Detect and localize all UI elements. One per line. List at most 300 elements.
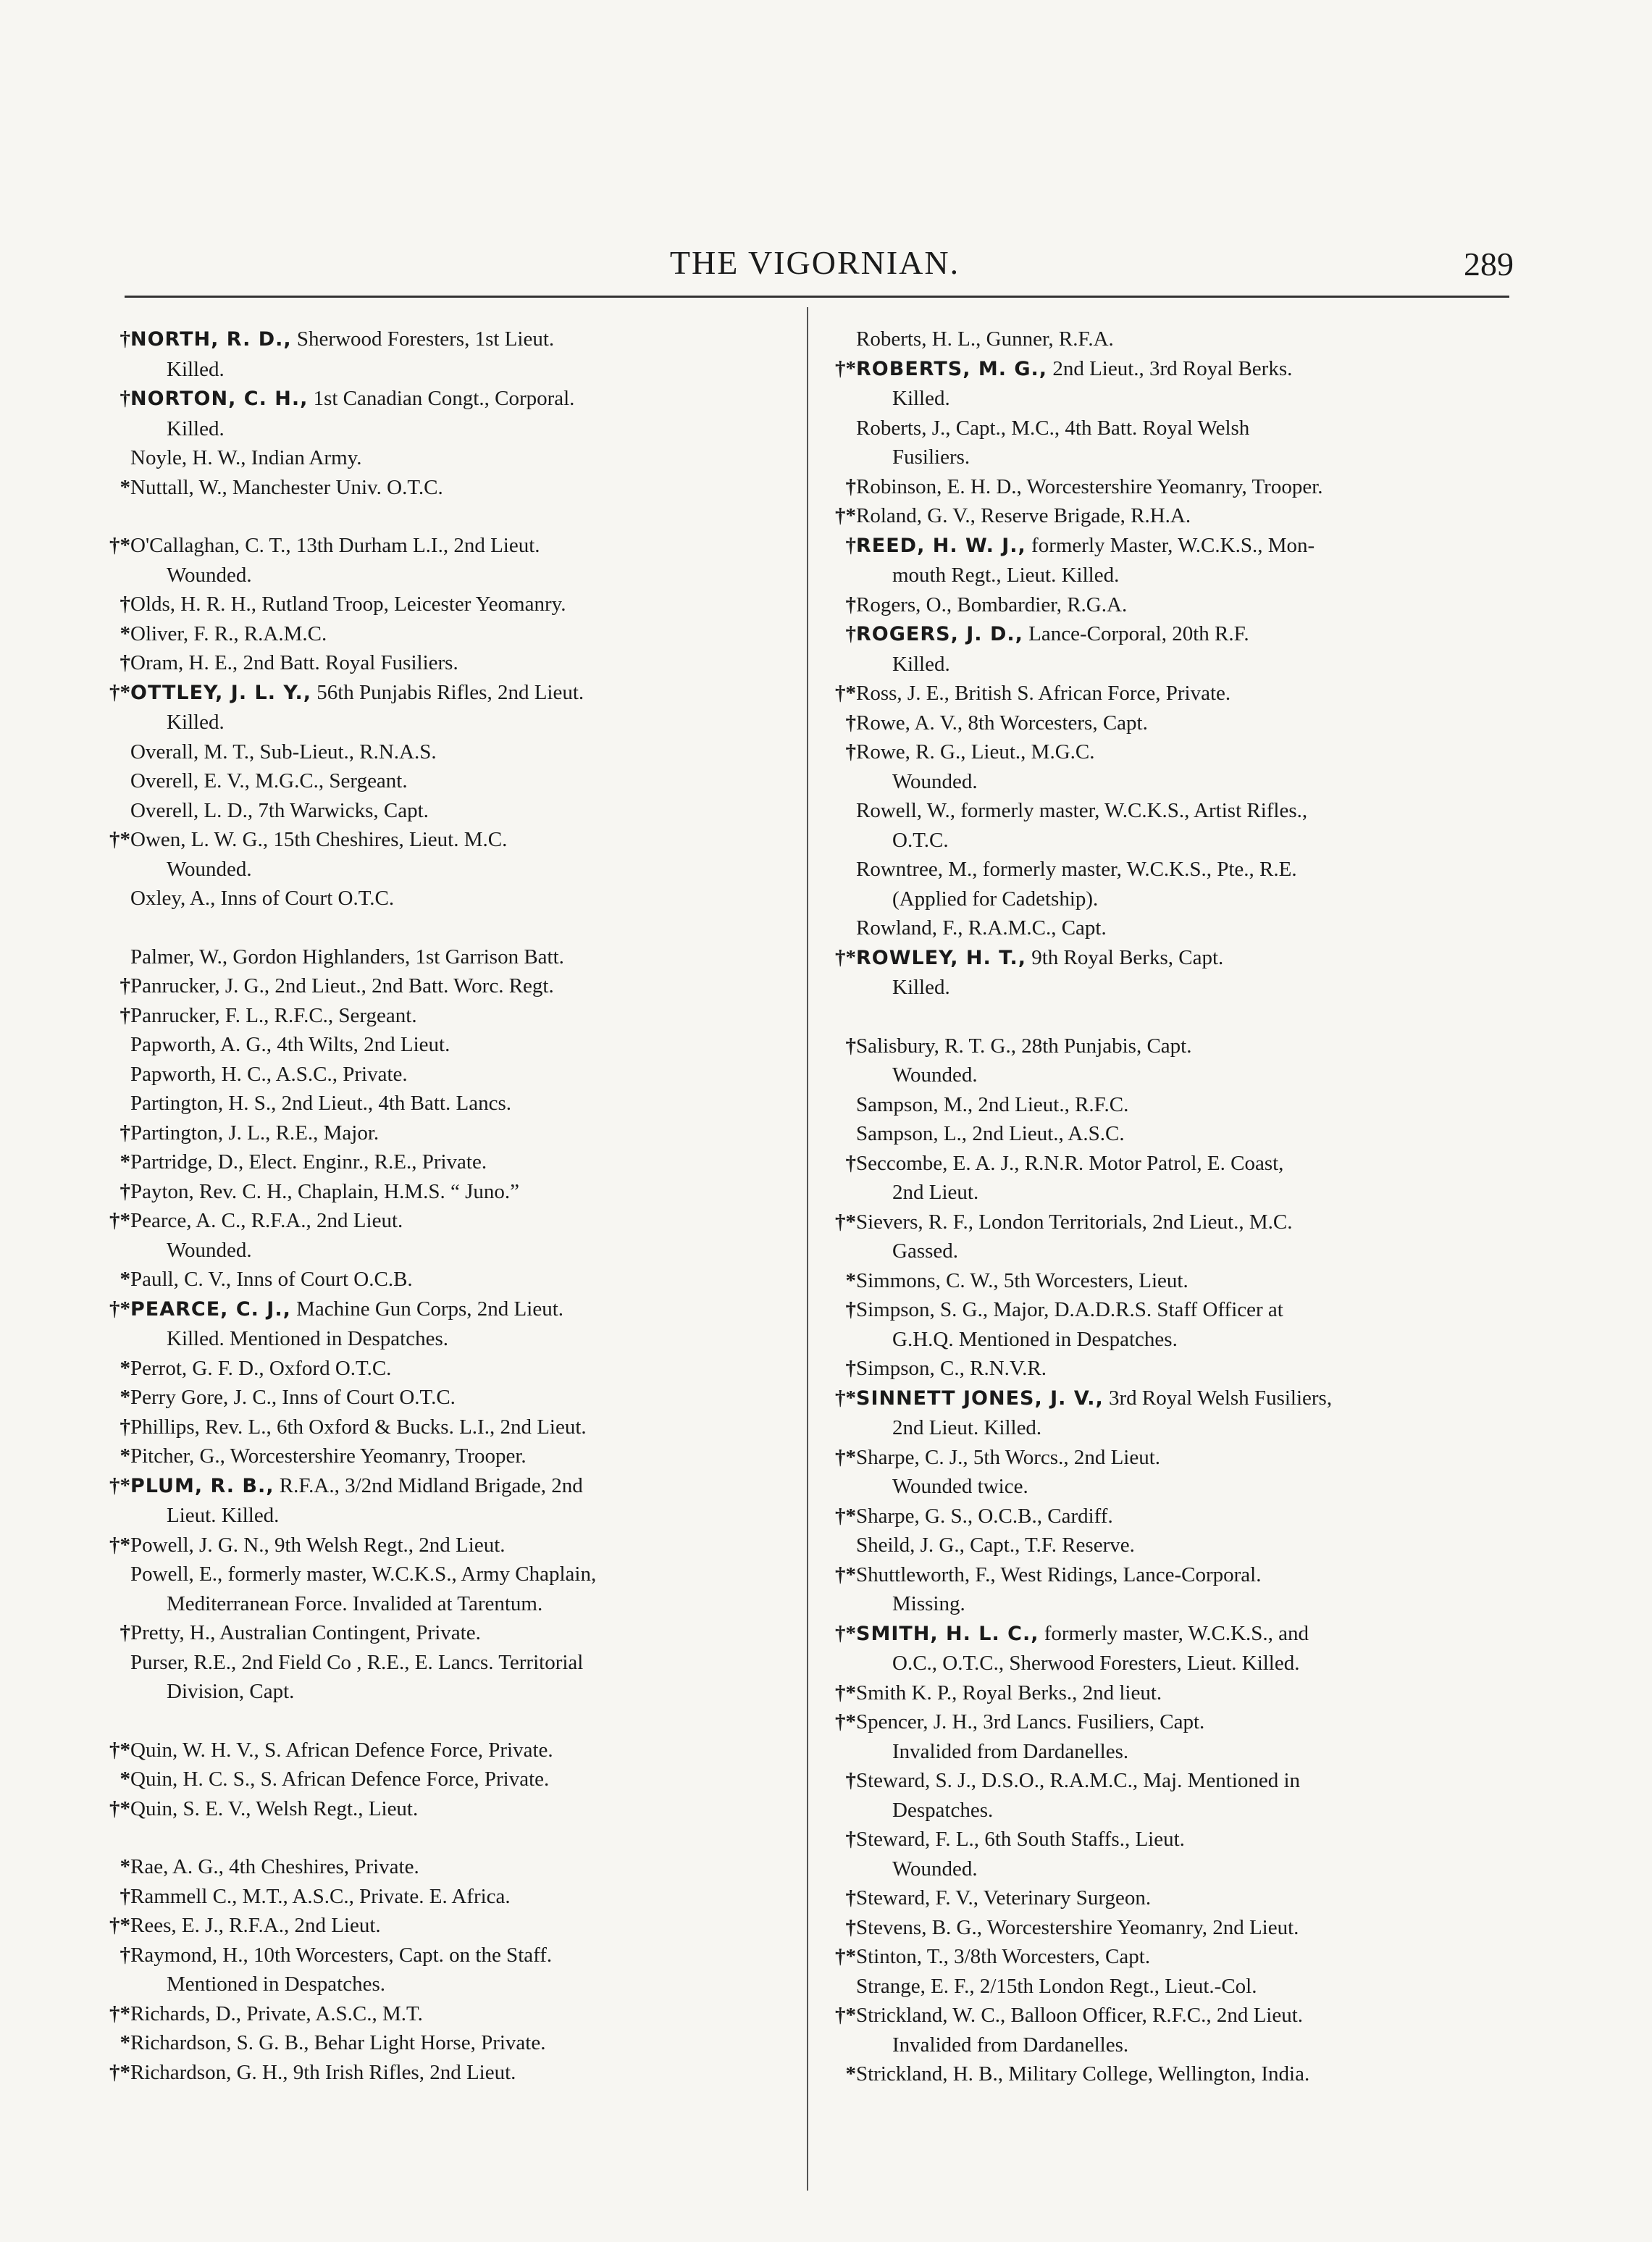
page-number: 289 bbox=[1464, 246, 1514, 283]
entry-line bbox=[834, 1972, 1508, 2002]
entry-details: 2nd Lieut., 4th Batt. Lancs. bbox=[276, 1092, 511, 1115]
entry-line bbox=[834, 1119, 1508, 1149]
entry-line bbox=[834, 414, 1508, 443]
entry-details: British S. African Force, Private. bbox=[949, 682, 1231, 705]
entry-line bbox=[834, 1883, 1508, 1913]
entry-name: Roberts, H. L., bbox=[856, 327, 981, 351]
entry-name: Nuttall, W., bbox=[130, 475, 227, 499]
roll-entry bbox=[834, 531, 1508, 590]
roll-entry bbox=[109, 1471, 782, 1531]
entry-details: formerly master, W.C.K.S., and bbox=[1039, 1621, 1309, 1645]
entry-details: Elect. Enginr., R.E., Private. bbox=[243, 1150, 487, 1174]
entry-mark: † bbox=[845, 593, 856, 616]
roll-entry bbox=[834, 796, 1508, 855]
entry-line bbox=[834, 1266, 1508, 1296]
roll-entry bbox=[109, 1147, 782, 1177]
entry-name: Pearce, A. C., bbox=[130, 1209, 246, 1232]
entry-mark: † bbox=[845, 622, 856, 645]
entry-line bbox=[109, 942, 782, 972]
entry-continuation: Invalided from Dardanelles. bbox=[892, 1739, 1129, 1763]
roll-entry bbox=[834, 1707, 1508, 1766]
roll-entry bbox=[109, 1383, 782, 1413]
entry-mark: * bbox=[845, 2062, 856, 2086]
entry-line bbox=[109, 619, 782, 649]
entry-name: Rammell C., bbox=[130, 1884, 238, 1908]
entry-details: Worcestershire Yeomanry, Trooper. bbox=[225, 1444, 527, 1468]
entry-continuation: Missing. bbox=[892, 1592, 965, 1615]
entry-name: Oram, H. E., bbox=[130, 651, 238, 674]
entry-line bbox=[109, 1618, 782, 1648]
entry-name: Sampson, M., bbox=[856, 1092, 973, 1116]
entry-details: formerly Master, W.C.K.S., Mon- bbox=[1026, 533, 1315, 557]
entry-name: Oxley, A., bbox=[130, 887, 216, 910]
entry-name: Steward, S. J., bbox=[856, 1769, 976, 1792]
entry-continuation: Wounded twice. bbox=[892, 1475, 1028, 1498]
roll-entry bbox=[109, 678, 782, 737]
entry-name: Rogers, O., bbox=[856, 593, 952, 616]
entry-mark: † bbox=[120, 1943, 130, 1967]
entry-line bbox=[109, 1560, 782, 1589]
entry-name: Perrot, G. F. D., bbox=[130, 1356, 264, 1380]
entry-details: London Territorials, 2nd Lieut., M.C. bbox=[973, 1210, 1293, 1234]
roll-entry bbox=[834, 737, 1508, 796]
entry-mark: † bbox=[845, 1828, 856, 1851]
entry-mark: †* bbox=[835, 1563, 856, 1586]
entry-line bbox=[834, 1090, 1508, 1120]
entry-line bbox=[834, 913, 1508, 943]
entry-details: 2/15th London Regt., Lieut.-Col. bbox=[974, 1974, 1257, 1998]
entry-name: Overall, M. T., bbox=[130, 740, 255, 764]
entry-line bbox=[834, 679, 1508, 708]
roll-entry bbox=[109, 473, 782, 503]
entry-details: S. African Defence Force, Private. bbox=[259, 1738, 553, 1762]
entry-details: 5th Worcs., 2nd Lieut. bbox=[968, 1445, 1161, 1469]
entry-mark: † bbox=[120, 1121, 130, 1145]
section-gap bbox=[834, 1003, 1508, 1032]
roll-entry bbox=[109, 796, 782, 826]
entry-name: Olds, H. R. H., bbox=[130, 593, 257, 616]
roll-entry bbox=[834, 501, 1508, 531]
entry-name: Payton, Rev. C. H., bbox=[130, 1179, 293, 1203]
entry-line bbox=[834, 1825, 1508, 1854]
entry-details: 6th Oxford & Bucks. L.I., 2nd Lieut. bbox=[271, 1415, 587, 1439]
entry-mark: †* bbox=[109, 1738, 130, 1762]
roll-entry bbox=[109, 325, 782, 384]
roll-entry bbox=[834, 1883, 1508, 1913]
entry-name: Robinson, E. H. D., bbox=[856, 474, 1022, 498]
roll-entry bbox=[109, 2058, 782, 2088]
page-header bbox=[116, 243, 1514, 294]
roll-entry bbox=[834, 1766, 1508, 1825]
entry-line bbox=[834, 472, 1508, 502]
entry-details: M.T., A.S.C., Private. E. Africa. bbox=[237, 1884, 511, 1908]
entry-line bbox=[109, 1911, 782, 1941]
entry-details: Royal Berks., 2nd lieut. bbox=[957, 1681, 1162, 1704]
entry-continuation: Wounded. bbox=[892, 1063, 978, 1087]
entry-name: Rowland, F., bbox=[856, 916, 963, 940]
entry-mark: * bbox=[120, 2031, 130, 2054]
entry-name: Overell, E. V., bbox=[130, 769, 250, 792]
roll-entry bbox=[109, 531, 782, 590]
entry-continuation: (Applied for Cadetship). bbox=[892, 887, 1099, 911]
entry-mark: †* bbox=[109, 2060, 130, 2084]
roll-entry bbox=[834, 1032, 1508, 1090]
entry-mark: † bbox=[120, 1415, 130, 1439]
roll-entry bbox=[109, 825, 782, 884]
entry-name: Rowe, A. V., bbox=[856, 711, 963, 735]
entry-details: 2nd Batt. Royal Fusiliers. bbox=[238, 651, 458, 674]
roll-entry bbox=[109, 1413, 782, 1442]
roll-entry bbox=[109, 1765, 782, 1794]
entry-details: Oxford O.T.C. bbox=[264, 1356, 392, 1380]
entry-line bbox=[109, 971, 782, 1001]
entry-name: O'Callaghan, C. T., bbox=[130, 534, 291, 557]
entry-line bbox=[834, 2001, 1508, 2030]
entry-details: Australian Contingent, Private. bbox=[215, 1621, 481, 1644]
roll-entry bbox=[109, 2028, 782, 2058]
entry-line bbox=[109, 1442, 782, 1471]
entry-name: Papworth, A. G., bbox=[130, 1033, 272, 1056]
entry-mark: † bbox=[120, 593, 130, 616]
entry-mark: †* bbox=[835, 2004, 856, 2027]
entry-name: Overell, L. D., bbox=[130, 798, 253, 822]
entry-line bbox=[109, 1999, 782, 2029]
entry-mark: † bbox=[120, 1621, 130, 1644]
entry-line bbox=[834, 1208, 1508, 1237]
entry-details: Balloon Officer, R.F.C., 2nd Lieut. bbox=[1005, 2004, 1304, 2027]
entry-mark: † bbox=[845, 533, 856, 557]
entry-mark: * bbox=[120, 1768, 130, 1791]
entry-line bbox=[109, 1118, 782, 1148]
entry-name: PLUM, R. B., bbox=[130, 1474, 274, 1497]
entry-name: Smith K. P., bbox=[856, 1681, 957, 1704]
section-gap bbox=[109, 1823, 782, 1852]
entry-details: Inns of Court O.C.B. bbox=[231, 1268, 413, 1291]
roll-entry bbox=[109, 1354, 782, 1384]
entry-mark: † bbox=[120, 1884, 130, 1908]
entry-name: Rees, E. J., bbox=[130, 1914, 224, 1937]
entry-line bbox=[109, 590, 782, 619]
roll-entry bbox=[109, 1736, 782, 1765]
entry-mark: †* bbox=[109, 680, 130, 704]
entry-line bbox=[834, 1149, 1508, 1179]
entry-details: R.F.A., 3/2nd Midland Brigade, 2nd bbox=[274, 1473, 583, 1497]
entry-line bbox=[109, 2028, 782, 2058]
roll-entry bbox=[834, 1443, 1508, 1502]
entry-name: Sampson, L., bbox=[856, 1122, 968, 1145]
entry-line bbox=[109, 1265, 782, 1294]
entry-name: Rowntree, M., bbox=[856, 858, 978, 881]
entry-name: ROGERS, J. D., bbox=[856, 623, 1023, 645]
roll-entry bbox=[834, 590, 1508, 620]
entry-name: Simpson, C., bbox=[856, 1357, 965, 1380]
roll-entry bbox=[109, 1560, 782, 1618]
entry-details: R.N.R. Motor Patrol, E. Coast, bbox=[1019, 1151, 1284, 1175]
entry-details: Bombardier, R.G.A. bbox=[952, 593, 1128, 616]
entry-line bbox=[109, 1001, 782, 1031]
entry-continuation: G.H.Q. Mentioned in Despatches. bbox=[892, 1327, 1178, 1351]
entry-line bbox=[109, 531, 782, 561]
entry-details: Rutland Troop, Leicester Yeomanry. bbox=[256, 593, 566, 616]
roll-entry bbox=[109, 1618, 782, 1648]
entry-mark: †* bbox=[835, 945, 856, 969]
entry-details: Private, A.S.C., M.T. bbox=[241, 2002, 423, 2025]
entry-details: Inns of Court O.T.C. bbox=[215, 887, 395, 910]
entry-name: Stinton, T., bbox=[856, 1945, 949, 1968]
roll-entry bbox=[109, 766, 782, 796]
entry-mark: † bbox=[845, 740, 856, 764]
entry-name: ROWLEY, H. T., bbox=[856, 946, 1026, 969]
entry-details: Sherwood Foresters, 1st Lieut. bbox=[291, 327, 555, 351]
entry-line bbox=[834, 325, 1508, 354]
header-rule bbox=[125, 296, 1509, 298]
entry-mark: †* bbox=[109, 2002, 130, 2025]
entry-details: 2nd Lieut., 3rd Royal Berks. bbox=[1047, 356, 1293, 380]
roll-entry bbox=[834, 708, 1508, 738]
entry-name: Pretty, H., bbox=[130, 1621, 216, 1644]
section-gap bbox=[109, 1707, 782, 1736]
roll-entry bbox=[834, 1149, 1508, 1208]
entry-details: Indian Army. bbox=[246, 446, 362, 469]
roll-entry bbox=[109, 648, 782, 678]
entry-line bbox=[834, 943, 1508, 974]
entry-details: Gunner, R.F.A. bbox=[981, 327, 1114, 351]
entry-name: Powell, E., bbox=[130, 1563, 223, 1586]
entry-mark: * bbox=[120, 1855, 130, 1878]
entry-details: 10th Worcesters, Capt. on the Staff. bbox=[248, 1943, 553, 1967]
entry-continuation: Despatches. bbox=[892, 1798, 994, 1822]
entry-line bbox=[834, 590, 1508, 620]
entry-details: 1st Canadian Congt., Corporal. bbox=[308, 387, 575, 410]
journal-title: THE VIGORNIAN. bbox=[669, 244, 960, 281]
entry-line bbox=[834, 1913, 1508, 1943]
entry-mark: †* bbox=[109, 1473, 130, 1497]
entry-line bbox=[109, 1531, 782, 1560]
entry-mark: † bbox=[845, 1357, 856, 1380]
entry-mark: * bbox=[120, 1444, 130, 1468]
entry-line bbox=[834, 1619, 1508, 1649]
roll-entry bbox=[109, 590, 782, 619]
entry-name: NORTH, R. D., bbox=[130, 328, 292, 351]
entry-name: Rae, A. G., bbox=[130, 1855, 224, 1878]
entry-continuation: Wounded. bbox=[167, 1238, 252, 1262]
entry-details: 3rd Lancs. Fusiliers, Capt. bbox=[977, 1710, 1205, 1733]
entry-mark: * bbox=[120, 1268, 130, 1291]
entry-details: D.S.O., R.A.M.C., Maj. Mentioned in bbox=[976, 1769, 1301, 1792]
entry-mark: †* bbox=[109, 1209, 130, 1232]
entry-details: A.S.C., Private. bbox=[271, 1062, 408, 1086]
entry-line bbox=[109, 1413, 782, 1442]
entry-line bbox=[109, 825, 782, 855]
entry-line bbox=[109, 443, 782, 473]
entry-details: 9th Royal Berks, Capt. bbox=[1026, 945, 1224, 969]
roll-entry bbox=[834, 1972, 1508, 2002]
entry-continuation: Mediterranean Force. Invalided at Tarentum. bbox=[167, 1591, 543, 1615]
entry-details: R.F.A., 2nd Lieut. bbox=[246, 1209, 403, 1232]
entry-continuation: Killed. bbox=[892, 387, 950, 410]
entry-name: Partridge, D., bbox=[130, 1150, 244, 1174]
entry-mark: †* bbox=[835, 682, 856, 705]
entry-line bbox=[834, 1678, 1508, 1708]
entry-line bbox=[109, 325, 782, 355]
roll-entry bbox=[109, 1852, 782, 1882]
roll-entry bbox=[109, 1294, 782, 1354]
entry-mark: * bbox=[120, 1356, 130, 1380]
entry-details: 2nd Lieut., A.S.C. bbox=[967, 1122, 1125, 1145]
entry-name: Partington, J. L., bbox=[130, 1121, 271, 1145]
entry-mark: †* bbox=[835, 1945, 856, 1968]
entry-name: Stevens, B. G., bbox=[856, 1915, 982, 1939]
entry-details: 9th Irish Rifles, 2nd Lieut. bbox=[288, 2060, 516, 2084]
roll-entry bbox=[109, 1442, 782, 1471]
entry-details: Capt., M.C., 4th Batt. Royal Welsh bbox=[950, 416, 1250, 440]
entry-continuation: Lieut. Killed. bbox=[167, 1504, 280, 1527]
entry-name: Quin, S. E. V., bbox=[130, 1796, 251, 1820]
entry-line bbox=[834, 708, 1508, 738]
entry-line bbox=[109, 1089, 782, 1118]
roll-entry bbox=[834, 1502, 1508, 1531]
roll-entry bbox=[109, 1265, 782, 1294]
entry-details: formerly master, W.C.K.S., Artist Rifles., bbox=[955, 799, 1308, 822]
roll-entry bbox=[109, 1941, 782, 1999]
entry-line bbox=[109, 648, 782, 678]
entry-name: Salisbury, R. T. G., bbox=[856, 1034, 1016, 1058]
entry-details: 13th Durham L.I., 2nd Lieut. bbox=[290, 534, 540, 557]
entry-continuation: 2nd Lieut. Killed. bbox=[892, 1416, 1042, 1439]
entry-continuation: Killed. bbox=[892, 652, 950, 676]
roll-entry bbox=[109, 1882, 782, 1912]
entry-name: Panrucker, F. L., bbox=[130, 1003, 269, 1027]
entry-line bbox=[109, 1294, 782, 1325]
roll-entry bbox=[109, 737, 782, 767]
roll-entry bbox=[109, 1001, 782, 1031]
entry-details: formerly master, W.C.K.S., Army Chaplain, bbox=[222, 1563, 597, 1586]
entry-name: Ross, J. E., bbox=[856, 682, 949, 705]
entry-details: Lance-Corporal, 20th R.F. bbox=[1023, 622, 1249, 645]
entry-details: Lieut., M.G.C. bbox=[965, 740, 1095, 764]
entry-line bbox=[109, 384, 782, 414]
entry-line bbox=[109, 1765, 782, 1794]
entry-details: R.E., Major. bbox=[270, 1121, 380, 1145]
entry-name: Richardson, G. H., bbox=[130, 2060, 288, 2084]
entry-mark: * bbox=[120, 1386, 130, 1409]
entry-name: Raymond, H., bbox=[130, 1943, 248, 1967]
entry-line bbox=[834, 1560, 1508, 1590]
entry-mark: †* bbox=[835, 1681, 856, 1704]
roll-entry bbox=[109, 1118, 782, 1148]
entry-name: Strange, E. F., bbox=[856, 1974, 975, 1998]
entry-continuation: Wounded. bbox=[892, 769, 978, 793]
roll-entry bbox=[109, 942, 782, 972]
roll-entry bbox=[834, 1825, 1508, 1883]
entry-name: Seccombe, E. A. J., bbox=[856, 1151, 1020, 1175]
entry-name: Perry Gore, J. C., bbox=[130, 1386, 277, 1409]
roll-entry bbox=[109, 884, 782, 913]
entry-mark: †* bbox=[109, 1533, 130, 1557]
entry-mark: †* bbox=[835, 1504, 856, 1528]
entry-details: Veterinary Surgeon. bbox=[978, 1886, 1152, 1910]
entry-line bbox=[109, 1648, 782, 1678]
entry-continuation: Wounded. bbox=[892, 1857, 978, 1881]
right-column bbox=[834, 325, 1508, 2089]
entry-line bbox=[834, 1502, 1508, 1531]
roll-entry bbox=[109, 1999, 782, 2029]
roll-entry bbox=[834, 1119, 1508, 1149]
section-gap bbox=[109, 502, 782, 531]
roll-entry bbox=[834, 1208, 1508, 1266]
entry-line bbox=[109, 1147, 782, 1177]
entry-line bbox=[834, 1032, 1508, 1061]
entry-mark: * bbox=[120, 622, 130, 645]
entry-mark: † bbox=[120, 387, 130, 410]
entry-line bbox=[109, 1471, 782, 1502]
entry-line bbox=[109, 678, 782, 708]
entry-details: Welsh Regt., Lieut. bbox=[251, 1796, 419, 1820]
entry-name: OTTLEY, J. L. Y., bbox=[130, 681, 311, 704]
entry-continuation: Killed. bbox=[167, 417, 225, 440]
entry-details: Behar Light Horse, Private. bbox=[309, 2031, 546, 2054]
entry-name: Sievers, R. F., bbox=[856, 1210, 974, 1234]
entry-details: Worcestershire Yeomanry, 2nd Lieut. bbox=[982, 1915, 1299, 1939]
entry-details: 15th Cheshires, Lieut. M.C. bbox=[268, 828, 508, 851]
entry-continuation: Killed. bbox=[892, 976, 950, 999]
entry-details: Chaplain, H.M.S. “ Juno.” bbox=[292, 1179, 520, 1203]
entry-name: Powell, J. G. N., bbox=[130, 1533, 269, 1557]
entry-name: Simmons, C. W., bbox=[856, 1268, 999, 1292]
entry-line bbox=[834, 1443, 1508, 1473]
entry-name: Phillips, Rev. L., bbox=[130, 1415, 272, 1439]
entry-continuation: 2nd Lieut. bbox=[892, 1181, 979, 1204]
entry-line bbox=[834, 1354, 1508, 1384]
entry-line bbox=[834, 501, 1508, 531]
entry-details: Manchester Univ. O.T.C. bbox=[227, 475, 443, 499]
roll-entry bbox=[109, 1206, 782, 1265]
entry-name: PEARCE, C. J., bbox=[130, 1297, 291, 1321]
entry-details: Military College, Wellington, India. bbox=[1003, 2062, 1310, 2086]
entry-details: Sub-Lieut., R.N.A.S. bbox=[254, 740, 437, 764]
roll-entry bbox=[834, 679, 1508, 708]
entry-line bbox=[834, 1766, 1508, 1796]
roll-entry bbox=[109, 1030, 782, 1060]
entry-mark: †* bbox=[835, 1621, 856, 1645]
entry-continuation: O.C., O.T.C., Sherwood Foresters, Lieut. Killed. bbox=[892, 1652, 1300, 1675]
entry-line bbox=[834, 1531, 1508, 1560]
entry-line bbox=[834, 855, 1508, 884]
roll-entry bbox=[109, 1911, 782, 1941]
roll-entry bbox=[109, 619, 782, 649]
roll-entry bbox=[109, 971, 782, 1001]
entry-name: Papworth, H. C., bbox=[130, 1062, 272, 1086]
roll-entry bbox=[834, 1354, 1508, 1384]
roll-entry bbox=[834, 1266, 1508, 1296]
entry-name: Palmer, W., bbox=[130, 945, 228, 969]
entry-line bbox=[834, 1384, 1508, 1414]
entry-details: formerly master, W.C.K.S., Pte., R.E. bbox=[977, 858, 1297, 881]
entry-name: Purser, R.E., bbox=[130, 1650, 237, 1674]
entry-continuation: Fusiliers. bbox=[892, 446, 970, 469]
entry-name: Roberts, J., bbox=[856, 416, 951, 440]
entry-name: Noyle, H. W., bbox=[130, 446, 246, 469]
entry-line bbox=[109, 737, 782, 767]
roll-entry bbox=[834, 1090, 1508, 1120]
roll-entry bbox=[834, 1295, 1508, 1354]
left-column bbox=[109, 325, 782, 2087]
entry-name: Roland, G. V., bbox=[856, 504, 976, 527]
entry-details: 2nd Lieut., R.F.C. bbox=[973, 1092, 1129, 1116]
entry-name: SINNETT JONES, J. V., bbox=[856, 1386, 1104, 1410]
entry-line bbox=[834, 2059, 1508, 2089]
entry-details: 4th Cheshires, Private. bbox=[223, 1855, 419, 1878]
